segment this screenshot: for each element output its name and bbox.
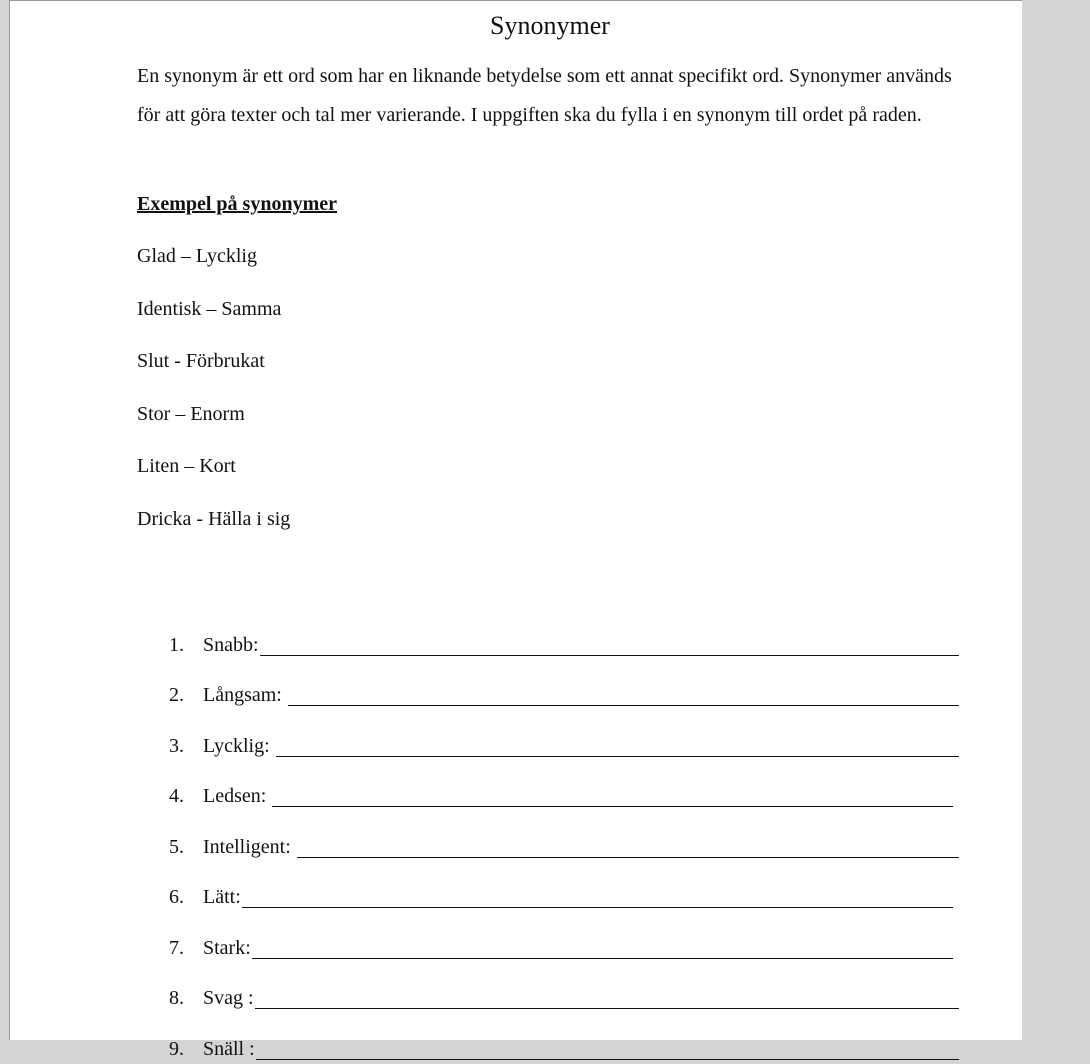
exercise-word: Ledsen:: [203, 785, 272, 807]
answer-line[interactable]: [297, 833, 959, 858]
intro-paragraph: En synonym är ett ord som har en liknande betydelse som ett annat specifikt ord. Synonymer används för att göra texter och tal mer varierande. I uppgiften ska du fylla i en synonym till ordet på raden.: [137, 65, 952, 126]
exercise-number: 6.: [169, 886, 184, 908]
answer-line[interactable]: [256, 1035, 959, 1060]
example-item: Slut - Förbrukat: [137, 350, 265, 372]
exercise-row: [169, 1013, 959, 1064]
answer-line[interactable]: [242, 883, 953, 908]
exercise-word: Snäll :: [203, 1037, 255, 1060]
exercise-number: 4.: [169, 785, 184, 807]
answer-line[interactable]: [272, 782, 953, 807]
exercise-word: Lätt:: [203, 886, 241, 908]
page-title: Synonymer: [490, 11, 610, 40]
example-item: Liten – Kort: [137, 455, 236, 477]
exercise-row: [169, 862, 959, 913]
exercise-word: Stark:: [203, 936, 251, 959]
example-item: Stor – Enorm: [137, 402, 245, 425]
exercise-row: [169, 609, 959, 660]
exercise-number: 7.: [169, 936, 184, 959]
examples-heading: Exempel på synonymer: [137, 193, 337, 215]
exercise-number: 9.: [169, 1037, 184, 1060]
answer-line[interactable]: [260, 631, 959, 656]
answer-line[interactable]: [252, 934, 953, 959]
answer-line[interactable]: [255, 984, 959, 1009]
exercise-word: Långsam:: [203, 684, 287, 706]
exercise-word: Intelligent:: [203, 835, 296, 858]
exercise-number: 5.: [169, 835, 184, 858]
examples-list: [137, 241, 290, 556]
exercise-row: [169, 811, 959, 862]
example-item: Dricka - Hälla i sig: [137, 507, 291, 530]
exercise-number: 8.: [169, 987, 184, 1009]
exercise-row: [169, 710, 959, 761]
exercise-number: 3.: [169, 734, 184, 757]
exercise-row: [169, 963, 959, 1014]
exercise-word: Snabb:: [203, 633, 259, 656]
exercise-row: [169, 761, 959, 812]
exercise-number: 2.: [169, 684, 184, 706]
answer-line[interactable]: [276, 732, 959, 757]
example-item: Glad – Lycklig: [137, 245, 257, 267]
document-page: [9, 0, 1022, 1060]
exercise-word: Svag :: [203, 987, 254, 1009]
exercise-row: [169, 660, 959, 711]
exercise-number: 1.: [169, 633, 184, 656]
exercise-word: Lycklig:: [203, 734, 275, 757]
exercise-list: [169, 609, 959, 1064]
exercise-row: [169, 912, 959, 963]
answer-line[interactable]: [288, 681, 959, 706]
example-item: Identisk – Samma: [137, 297, 282, 320]
